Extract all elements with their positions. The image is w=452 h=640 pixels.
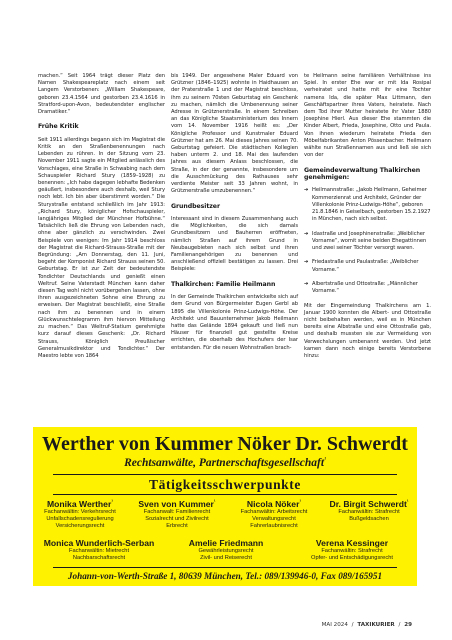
lawyer-card: Dr. Birgit Schwerdt$^{^1}$ Fachanwältin: Strafrecht Bußgeldsachen (329, 498, 409, 522)
ad-contact-line: Johann-von-Werth-Straße 1, 80639 München, Tel.: 089/139946-0, Fax 089/165951 (67, 571, 383, 581)
lawyer-card: Monika Werther$^{^1}$ Fachanwältin: Verkehrsrecht Unfallschadensregulierung Versicherungsrecht (44, 498, 116, 529)
ad-subtitle: Rechtsanwälte, Partnerschaftsgesellschaft$^{^1}$ (124, 457, 326, 469)
paragraph: te Heilmann seine familiären Verhältnisse ins Spiel. In erster Ehe war er mit Ida Rosipal verheiratet und hatte mit ihr eine Tochter namens Ida, die später Max Littmann, den Geschäftspartner ihres Vaters, heiratete. Nach dem Tod ihrer Mutter heiratete ihr Vater 1880 Josephine Hierl. Aus dieser Ehe stammten die Kinder Albert, Frieda, Josephine, Otto und Paula. Von ihnen wiederum heiratete Frieda den Möbelfabrikanten Anton Pössenbacher. Heilmann wählte nun Straßennamen aus und ließ sie sich von der (304, 73, 431, 159)
arrow-icon: ➔ (304, 187, 309, 194)
section-heading: Thalkirchen: Familie Heilmann (171, 280, 276, 288)
magazine-name: TAXIKURIER (357, 622, 395, 628)
section-heading: Grundbesitzer (171, 202, 220, 210)
lawyer-card: Verena Kessinger Fachanwältin: Strafrecht Opfer- und Entschädigungsrecht (311, 538, 393, 561)
divider (53, 494, 397, 495)
arrow-icon: ➔ (304, 281, 309, 288)
list-item: ➔ Albertstraße und Ottostraße: „Männlicher Vorname.“ (304, 281, 418, 295)
paragraph: Interessant sind in diesem Zusammenhang auch die Möglichkeiten, die sich damals Grundbesitzern und Bauherren eröffneten, nämlich Straßen auf ihrem Grund in Neubaugebieten nach sich selbst und ihren Familienangehörigen zu benennen und anschließend offiziell bestätigen zu lassen. Drei Beispiele: (171, 216, 298, 273)
paragraph: In der Gemeinde Thalkirchen entwickelte sich auf dem Grund von Bürgermeister Eugen Gerbl ab 1895 die Villenkolonie Prinz-Ludwigs-Höhe. Der Architekt und Bauunternehmer Jakob Heilmann hatte das Gelände 1894 gekauft und ließ nun Häuser für finanziell gut gestellte Kreise errichten, die oberhalb des Hochufers der Isar entstanden. Für die neuen Wohnstraßen brach- (171, 294, 298, 351)
paragraph: Seit 1911 allerdings begann sich im Magistrat die Kritik an den Straßenbenennungen nach Lebenden zu rühren. In der Sitzung vom 23. November 1911 sagte ein Mitglied anlässlich des Vorschlages, eine Straße in Schwabing nach dem Schauspieler Richard Stury (1859–1928) zu benennen: „Ich habe dagegen lebhafte Bedenken geäußert, insbesondere auch deshalb, weil Stury noch lebt. Ich bin aber überstimmt worden.“ Die Sturystraße entstand schließlich im Jahr 1913: „Richard Stury, königlicher Hofschauspieler, langjähriges Mitglied der Münchner Hofbühne.“ Tatsächlich ließ die Ehrung von Lebenden nach, ohne aber gänzlich zu verschwinden. Zwei Beispiele von wenigen: Im Jahr 1914 beschloss der Magistrat die Richard-Strauss-Straße mit der Begründung: „Am Donnerstag, den 11. Juni, begeht der Komponist Richard Strauss seinen 50. Geburtstag. Er ist zur Zeit der bedeutendste Tondichter Deutschlands und genießt einen Weltruf. Seine Vaterstadt München kann daher diesen Tag wohl nicht vorübergehen lassen, ohne ihren ausgezeichneten Sohne eine Ehrung zu erweisen. Der Magistrat beschließt, eine Straße nach ihm zu benennen und in einem Glückwunschtelegramm ihm hiervon Mitteilung zu machen.“ Das Weltruf-Statium gerehmigte kurz darauf dieses Geschenk: „Dr. Richard Strauss, Königlich Preußischer Generalmusikdirektor und Tondichter.“ Der Maestro lebte von 1864 (38, 136, 165, 359)
article-column-1 (38, 73, 165, 367)
lawyer-card: Monica Wunderlich-Serban Fachanwältin: Mietrecht Nachbarschaftsrecht (43, 538, 155, 561)
lawyer-card: Nicola Nöker$^{^1}$ Fachanwältin: Arbeitsrecht Verwaltungsrecht Fahrerlaubnisrecht (240, 498, 308, 529)
paragraph: machen.“ Seit 1964 trägt dieser Platz den Namen Shakespeareplatz nach einem seit Langem Verstorbenen: „William Shakespeare, geboren 23.4.1564 und gestorben 23.4.1616 in Stratford-upon-Avon, bedeutendster englischer Dramatiker.“ (38, 73, 165, 116)
ad-title: Werther von Kummer Nöker Dr. Schwerdt (42, 433, 408, 455)
divider (53, 567, 397, 568)
arrow-icon: ➔ (304, 259, 309, 266)
law-firm-advertisement (33, 427, 417, 586)
lawyer-card: Amelie Friedmann Gewährleistungsrecht Zivil- und Reiserecht (188, 538, 264, 561)
list-item: ➔ Heilmannstraße: „Jakob Heilmann, Geheimer Kommerzienrat und Architekt, Gründer der Villenkolonie Prinz-Ludwigs-Höhe“, geboren 21.8.1846 in Geiselbach, gestorben 15.2.1927 in München, nach sich selbst. (304, 187, 431, 223)
divider (53, 474, 397, 475)
section-heading: Gemeindeverwaltung Thalkirchen genehmigen: (304, 166, 421, 182)
article-column-3 (304, 73, 431, 367)
arrow-icon: ➔ (304, 230, 309, 237)
ad-practice-areas-heading: Tätigkeitsschwerpunkte (149, 477, 301, 492)
page-number: 29 (404, 622, 412, 628)
section-heading: Frühe Kritik (38, 123, 79, 131)
list-item: ➔ Idastraße und Josephinenstraße: „Weiblicher Vorname“, womit seine beiden Ehegattinnen und zwei seiner Töchter versorgt waren. (304, 230, 427, 252)
list-item: ➔ Friedastraße und Paulastraße: „Weiblicher Vorname.“ (304, 259, 419, 273)
article-column-2 (171, 73, 298, 359)
page-footer: MAI 2024 / TAXIKURIER / 29 (321, 622, 412, 628)
paragraph: bis 1949. Der angesehene Maler Eduard von Grützner (1846–1925) wohnte in Haidhausen an der Praterstraße 1 und der Magistrat beschloss, ihm zu seinem 70sten Geburtstag ein Geschenk zu machen, nämlich die Umbenennung seiner Adresse in Grütznerstraße. In einem Schreiben an das Königliche Staatsministerium des Innern vom 14. November 1916 heißt es: „Der Königliche Professor und Kunstmaler Eduard Grützner hat am 26. Mai dieses Jahres seinen 70. Geburtstag gefeiert. Die städtischen Kollegien haben unterm 2. und 18. Mai des laufenden Jahres aus diesem Anlass beschlossen, die Straße, in der der genannte, insbesondere um die Ausschmückung des Rathauses sehr verdiente Meister seit 33 Jahren wohnt, in Grütznerstraße umzubenennen.“ (171, 73, 298, 195)
issue-date: MAI 2024 (321, 622, 348, 628)
paragraph: Mit der Eingemeindung Thalkirchens am 1. Januar 1900 konnten die Albert- und Ottostraße nicht beibehalten werden, weil es in München bereits eine Albstraße und eine Ottostraße gab, und deshalb mussten sie zur Vermeidung von Verwechslungen umbenannt werden. Und jetzt kamen dann noch einige bereits Verstorbene hinzu: (304, 302, 431, 360)
lawyer-card: Sven von Kummer$^{^1}$ Fachanwalt: Familienrecht Sozialrecht und Zivilrecht Erbrecht (138, 498, 216, 529)
